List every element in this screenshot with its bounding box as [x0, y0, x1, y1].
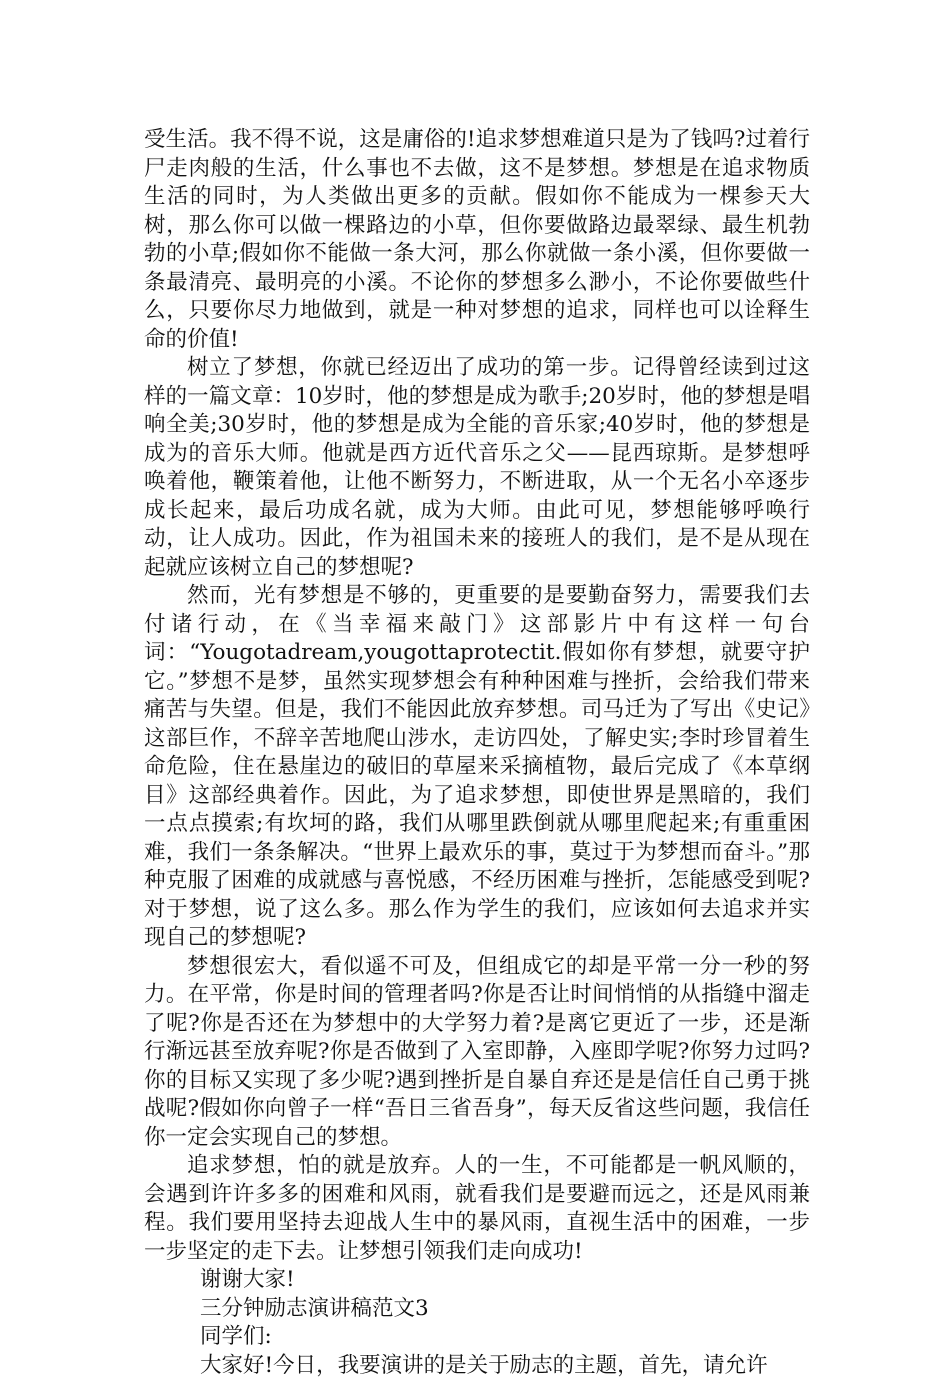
paragraph-5: 追求梦想，怕的就是放弃。人的一生，不可能都是一帆风顺的，会遇到许许多多的困难和风雨，就看我们是要避而远之，还是风雨兼程。我们要用坚持去迎战人生中的暴风雨，直视生活中的困难，一步一步坚定的走下去。让梦想引领我们走向成功! [144, 1152, 810, 1266]
paragraph-1: 受生活。我不得不说，这是庸俗的!追求梦想难道只是为了钱吗?过着行尸走肉般的生活，什么事也不去做，这不是梦想。梦想是在追求物质生活的同时，为人类做出更多的贡献。假如你不能成为一棵参天大树，那么你可以做一棵路边的小草，但你要做路边最翠绿、最生机勃勃的小草;假如你不能做一条大河，那么你就做一条小溪，但你要做一条最清亮、最明亮的小溪。不论你的梦想多么渺小，不论你要做些什么，只要你尽力地做到，就是一种对梦想的追求，同样也可以诠释生命的价值! [144, 126, 810, 354]
opening-line: 大家好!今日，我要演讲的是关于励志的主题，首先，请允许 [144, 1352, 810, 1380]
paragraph-2: 树立了梦想，你就已经迈出了成功的第一步。记得曾经读到过这样的一篇文章：10岁时，他的梦想是成为歌手;20岁时，他的梦想是唱响全美;30岁时，他的梦想是成为全能的音乐家;40岁时，他的梦想是成为的音乐大师。他就是西方近代音乐之父——昆西琼斯。是梦想呼唤着他，鞭策着他，让他不断努力，不断进取，从一个无名小卒逐步成长起来，最后功成名就，成为大师。由此可见，梦想能够呼唤行动，让人成功。因此，作为祖国未来的接班人的我们，是不是从现在起就应该树立自己的梦想呢? [144, 354, 810, 582]
paragraph-3: 然而，光有梦想是不够的，更重要的是要勤奋努力，需要我们去付诸行动，在《当幸福来敲门》这部影片中有这样一句台词：“Yougotadream,yougottaprotectit.假如你有梦想，就要守护它。”梦想不是梦，虽然实现梦想会有种种困难与挫折，会给我们带来痛苦与失望。但是，我们不能因此放弃梦想。司马迁为了写出《史记》这部巨作，不辞辛苦地爬山涉水，走访四处，了解史实;李时珍冒着生命危险，住在悬崖边的破旧的草屋来采摘植物，最后完成了《本草纲目》这部经典着作。因此，为了追求梦想，即使世界是黑暗的，我们一点点摸索;有坎坷的路，我们从哪里跌倒就从哪里爬起来;有重重困难，我们一条条解决。“世界上最欢乐的事，莫过于为梦想而奋斗。”那种克服了困难的成就感与喜悦感，不经历困难与挫折，怎能感受到呢?对于梦想，说了这么多。那么作为学生的我们，应该如何去追求并实现自己的梦想呢? [144, 582, 810, 953]
paragraph-4: 梦想很宏大，看似遥不可及，但组成它的却是平常一分一秒的努力。在平常，你是时间的管理者吗?你是否让时间悄悄的从指缝中溜走了呢?你是否还在为梦想中的大学努力着?是离它更近了一步，还是渐行渐远甚至放弃呢?你是否做到了入室即静，入座即学呢?你努力过吗?你的目标又实现了多少呢?遇到挫折是自暴自弃还是是信任自己勇于挑战呢?假如你向曾子一样“吾日三省吾身”，每天反省这些问题，我信任你一定会实现自己的梦想。 [144, 953, 810, 1153]
document-page [144, 126, 810, 1380]
section-title: 三分钟励志演讲稿范文3 [144, 1295, 810, 1324]
greeting-line: 同学们: [144, 1323, 810, 1352]
closing-line: 谢谢大家! [144, 1266, 810, 1295]
